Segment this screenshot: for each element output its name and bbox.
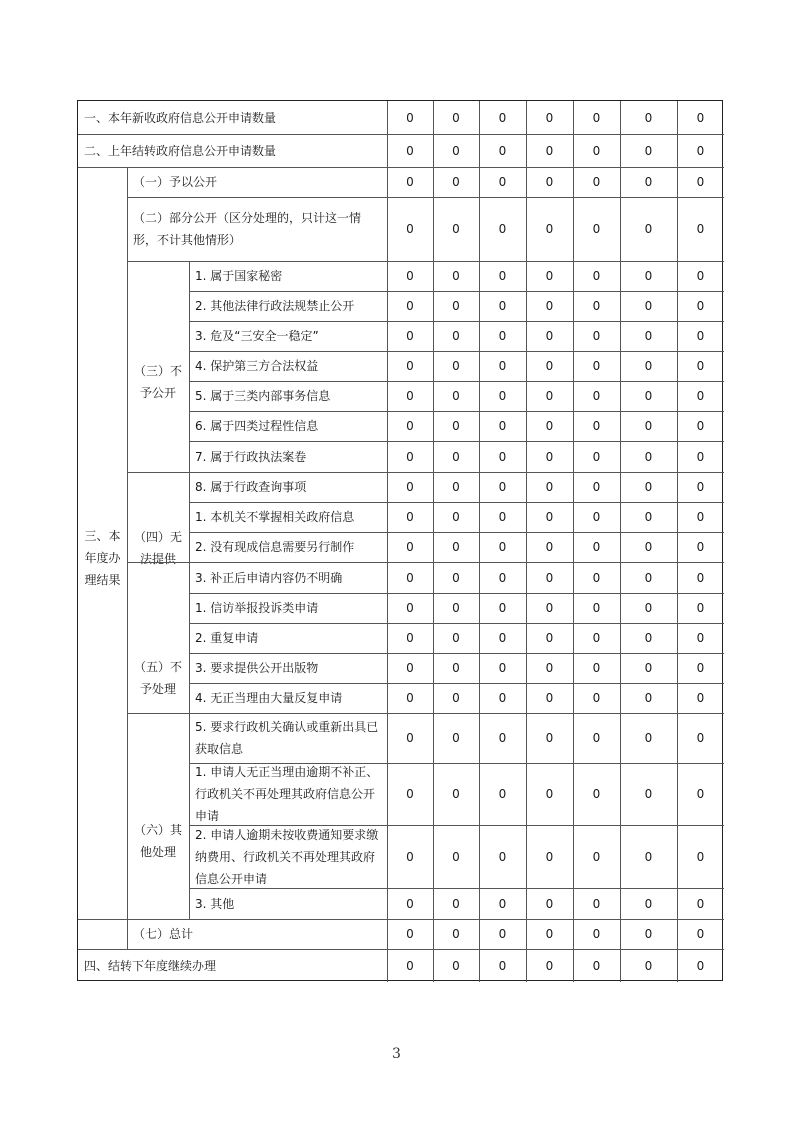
value-cell: 0 [545,691,554,705]
value-cell: 0 [406,849,414,864]
value-cell: 0 [452,510,460,524]
value-cell: 0 [644,849,653,864]
row-divider [127,472,724,473]
value-cell: 0 [696,143,705,158]
value-cell: 0 [452,691,460,705]
value-cell: 0 [452,731,460,745]
row-label: 2. 申请人逾期未按收费通知要求缴纳费用、行政机关不再处理其政府信息公开申请 [195,827,379,886]
value-cell: 0 [498,480,507,494]
row-label: 4. 保护第三方合法权益 [195,359,319,373]
row-divider [189,593,724,594]
value-cell: 0 [452,601,460,615]
value-cell: 0 [545,927,554,941]
value-cell: 0 [498,896,507,911]
value-cell: 0 [452,419,460,433]
value-cell: 0 [644,896,653,911]
group-label-other-processing: （六）其他处理 [133,823,182,859]
value-cell: 0 [406,601,414,615]
value-cell: 0 [406,389,414,403]
value-cell: 0 [452,927,460,941]
row-label: 二、上年结转政府信息公开申请数量 [84,143,277,158]
value-cell: 0 [592,731,601,745]
value-cell: 0 [406,449,414,464]
value-cell: 0 [696,510,705,524]
row-divider [189,683,724,684]
value-cell: 0 [498,143,507,158]
row-divider [78,134,724,135]
row-divider [189,888,724,889]
value-cell: 0 [696,299,705,313]
value-cell: 0 [545,540,554,554]
value-cell: 0 [592,540,601,554]
value-cell: 0 [545,449,554,464]
value-cell: 0 [592,143,601,158]
row-label: 4. 无正当理由大量反复申请 [195,691,343,705]
value-cell: 0 [696,389,705,403]
value-cell: 0 [452,222,460,236]
value-cell: 0 [406,110,414,125]
row-label: 3. 要求提供公开出版物 [195,661,319,675]
disclosure-statistics-table [77,100,723,981]
value-cell: 0 [406,631,414,645]
value-cell: 0 [452,359,460,373]
value-cell: 0 [498,601,507,615]
value-cell: 0 [696,570,705,585]
value-cell: 0 [696,601,705,615]
row-divider [189,825,724,826]
value-cell: 0 [406,540,414,554]
value-cell: 0 [644,570,653,585]
value-cell: 0 [545,222,554,236]
value-cell: 0 [498,927,507,941]
row-divider [189,653,724,654]
row-label: 四、结转下年度继续办理 [84,958,217,973]
value-cell: 0 [644,540,653,554]
value-cell: 0 [644,631,653,645]
value-cell: 0 [406,299,414,313]
column-divider [677,101,678,982]
row-divider [189,502,724,503]
value-cell: 0 [406,927,414,941]
row-divider [189,763,724,764]
value-cell: 0 [592,449,601,464]
value-cell: 0 [696,329,705,343]
value-cell: 0 [644,787,653,801]
row-label: 8. 属于行政查询事项 [195,480,307,494]
value-cell: 0 [406,329,414,343]
value-cell: 0 [406,691,414,705]
row-label: 6. 属于四类过程性信息 [195,419,319,433]
value-cell: 0 [644,143,653,158]
value-cell: 0 [644,222,653,236]
value-cell: 0 [545,731,554,745]
value-cell: 0 [545,661,554,675]
value-cell: 0 [592,601,601,615]
value-cell: 0 [452,299,460,313]
value-cell: 0 [592,510,601,524]
value-cell: 0 [644,110,653,125]
column-divider [526,101,527,982]
value-cell: 0 [592,110,601,125]
value-cell: 0 [545,389,554,403]
value-cell: 0 [498,631,507,645]
row-label: 1. 属于国家秘密 [195,269,283,283]
value-cell: 0 [406,143,414,158]
value-cell: 0 [696,110,705,125]
row-label: 1. 本机关不掌握相关政府信息 [195,510,355,524]
value-cell: 0 [498,389,507,403]
row-divider [127,261,724,262]
value-cell: 0 [592,269,601,283]
value-cell: 0 [406,359,414,373]
value-cell: 0 [696,927,705,941]
row-label: 3. 其他 [195,896,235,911]
value-cell: 0 [452,631,460,645]
value-cell: 0 [498,269,507,283]
value-cell: 0 [406,480,414,494]
value-cell: 0 [696,359,705,373]
value-cell: 0 [644,958,653,973]
value-cell: 0 [545,570,554,585]
value-cell: 0 [545,849,554,864]
value-cell: 0 [406,731,414,745]
row-label: 2. 重复申请 [195,631,259,645]
value-cell: 0 [644,359,653,373]
page-number: 3 [392,1046,401,1062]
value-cell: 0 [498,570,507,585]
value-cell: 0 [592,222,601,236]
value-cell: 0 [545,631,554,645]
row-label: （一）予以公开 [133,175,218,189]
row-divider [189,291,724,292]
value-cell: 0 [592,389,601,403]
value-cell: 0 [592,927,601,941]
row-label: 7. 属于行政执法案卷 [195,449,307,464]
column-divider [387,101,388,982]
value-cell: 0 [406,175,414,189]
value-cell: 0 [452,480,460,494]
row-divider [78,949,724,950]
value-cell: 0 [545,787,554,801]
value-cell: 0 [498,540,507,554]
value-cell: 0 [406,896,414,911]
value-cell: 0 [406,787,414,801]
row-label: 5. 属于三类内部事务信息 [195,389,331,403]
value-cell: 0 [592,787,601,801]
value-cell: 0 [696,222,705,236]
value-cell: 0 [696,175,705,189]
value-cell: 0 [406,510,414,524]
row-divider [189,351,724,352]
value-cell: 0 [545,601,554,615]
value-cell: 0 [592,419,601,433]
value-cell: 0 [545,359,554,373]
row-divider [189,381,724,382]
value-cell: 0 [545,419,554,433]
value-cell: 0 [592,175,601,189]
row-divider [78,167,724,168]
value-cell: 0 [498,849,507,864]
value-cell: 0 [696,691,705,705]
column-divider [573,101,574,982]
group-label-not-processed: （五）不予处理 [133,660,182,696]
value-cell: 0 [452,958,460,973]
value-cell: 0 [498,691,507,705]
value-cell: 0 [644,329,653,343]
value-cell: 0 [545,958,554,973]
value-cell: 0 [644,480,653,494]
value-cell: 0 [644,419,653,433]
value-cell: 0 [498,731,507,745]
value-cell: 0 [452,787,460,801]
value-cell: 0 [452,540,460,554]
row-divider [189,532,724,533]
value-cell: 0 [644,510,653,524]
value-cell: 0 [498,958,507,973]
value-cell: 0 [406,419,414,433]
value-cell: 0 [696,449,705,464]
value-cell: 0 [644,661,653,675]
row-label: 1. 申请人无正当理由逾期不补正、行政机关不再处理其政府信息公开申请 [195,765,379,823]
value-cell: 0 [498,419,507,433]
value-cell: 0 [696,631,705,645]
value-cell: 0 [452,449,460,464]
column-divider [189,261,190,919]
value-cell: 0 [452,110,460,125]
row-label: 一、本年新收政府信息公开申请数量 [84,110,277,125]
value-cell: 0 [498,329,507,343]
row-label: 2. 其他法律行政法规禁止公开 [195,299,355,313]
value-cell: 0 [452,329,460,343]
value-cell: 0 [592,480,601,494]
value-cell: 0 [696,540,705,554]
value-cell: 0 [592,958,601,973]
value-cell: 0 [592,896,601,911]
group-label-section-three: 三、本年度办理结果 [84,529,121,587]
row-label: （二）部分公开（区分处理的，只计这一情形，不计其他情形） [133,211,362,247]
column-divider [433,101,434,982]
value-cell: 0 [644,691,653,705]
value-cell: 0 [592,661,601,675]
column-divider [127,167,128,949]
row-label: 1. 信访举报投诉类申请 [195,601,319,615]
row-label: 3. 补正后申请内容仍不明确 [195,570,343,585]
value-cell: 0 [644,299,653,313]
value-cell: 0 [644,449,653,464]
group-label-cannot-provide: （四）无法提供 [133,529,182,566]
value-cell: 0 [452,896,460,911]
value-cell: 0 [545,299,554,313]
value-cell: 0 [644,269,653,283]
value-cell: 0 [696,896,705,911]
value-cell: 0 [498,787,507,801]
value-cell: 0 [696,849,705,864]
value-cell: 0 [452,389,460,403]
row-divider [127,562,724,563]
value-cell: 0 [545,329,554,343]
value-cell: 0 [498,175,507,189]
value-cell: 0 [498,359,507,373]
row-label: 5. 要求行政机关确认或重新出具已获取信息 [195,720,379,756]
column-divider [620,101,621,982]
value-cell: 0 [696,480,705,494]
value-cell: 0 [498,510,507,524]
value-cell: 0 [592,631,601,645]
value-cell: 0 [592,849,601,864]
value-cell: 0 [644,601,653,615]
value-cell: 0 [592,570,601,585]
value-cell: 0 [545,143,554,158]
value-cell: 0 [696,661,705,675]
value-cell: 0 [545,480,554,494]
row-label: （七）总计 [133,927,194,941]
value-cell: 0 [592,359,601,373]
value-cell: 0 [452,849,460,864]
group-label-not-public: （三）不予公开 [133,363,182,400]
row-divider [127,197,724,198]
value-cell: 0 [498,110,507,125]
row-divider [189,411,724,412]
value-cell: 0 [452,143,460,158]
row-divider [127,713,724,714]
value-cell: 0 [696,269,705,283]
value-cell: 0 [545,110,554,125]
value-cell: 0 [452,661,460,675]
column-divider [479,101,480,982]
row-divider [189,623,724,624]
value-cell: 0 [406,570,414,585]
row-divider [78,919,724,920]
value-cell: 0 [545,896,554,911]
value-cell: 0 [452,269,460,283]
value-cell: 0 [696,731,705,745]
value-cell: 0 [498,449,507,464]
value-cell: 0 [644,927,653,941]
value-cell: 0 [452,570,460,585]
value-cell: 0 [644,175,653,189]
value-cell: 0 [592,329,601,343]
value-cell: 0 [498,299,507,313]
value-cell: 0 [592,299,601,313]
value-cell: 0 [545,269,554,283]
value-cell: 0 [545,510,554,524]
value-cell: 0 [406,269,414,283]
value-cell: 0 [498,222,507,236]
row-divider [189,321,724,322]
value-cell: 0 [644,731,653,745]
value-cell: 0 [696,419,705,433]
value-cell: 0 [644,389,653,403]
value-cell: 0 [406,222,414,236]
row-label: 2. 没有现成信息需要另行制作 [195,540,355,554]
value-cell: 0 [452,175,460,189]
value-cell: 0 [498,661,507,675]
value-cell: 0 [696,787,705,801]
row-label: 3. 危及“三安全一稳定” [195,329,319,343]
row-divider [189,441,724,442]
value-cell: 0 [545,175,554,189]
value-cell: 0 [592,691,601,705]
value-cell: 0 [406,661,414,675]
value-cell: 0 [696,958,705,973]
value-cell: 0 [406,958,414,973]
